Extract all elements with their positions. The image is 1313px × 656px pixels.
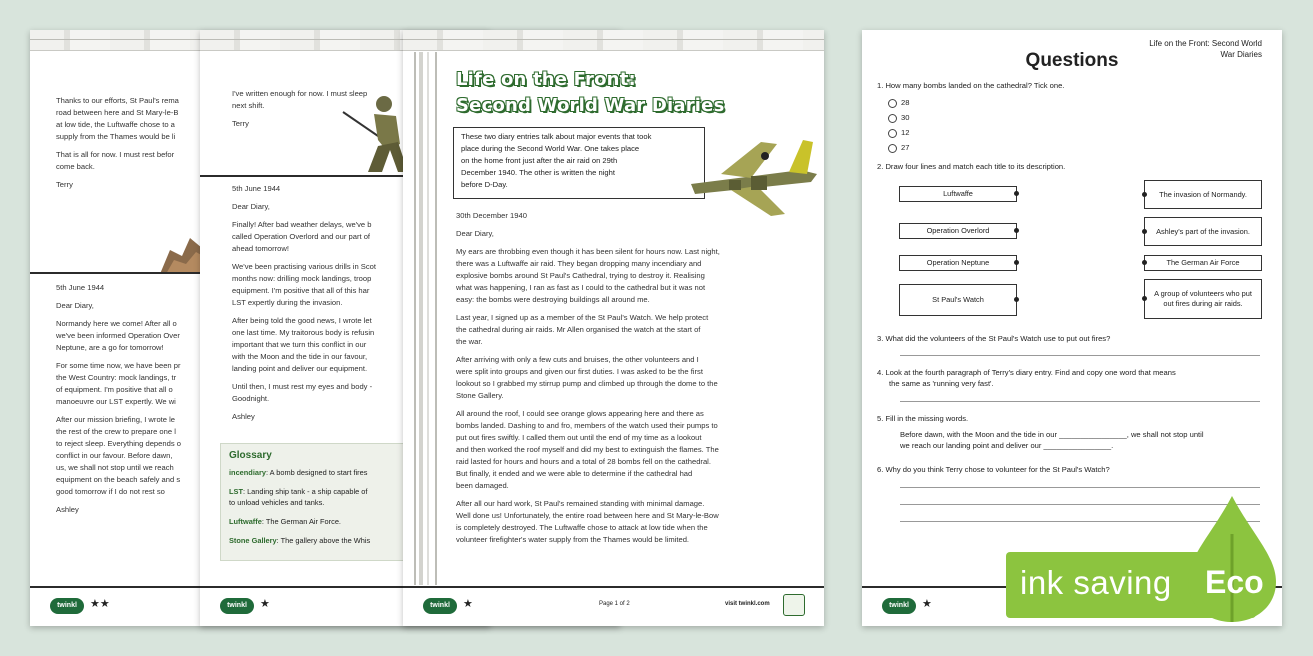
greeting: Dear Diary, (232, 202, 270, 211)
paragraph: For some time now, we have been pr the West Country: mock landings, tr of equipment. I'm positive that all o manoeuvre our LST expertly. We wi (56, 361, 181, 406)
text-line: I've written enough for now. I must sleep (232, 89, 368, 98)
match-right-box[interactable]: A group of volunteers who put out fires during air raids. (1144, 279, 1262, 319)
eco-badge-label: Eco (1205, 564, 1264, 600)
greeting: Dear Diary, (56, 301, 94, 310)
twinkl-logo: twinkl (220, 598, 254, 614)
star-rating-icon: ★ (922, 598, 932, 610)
page3-diary-entry (456, 210, 806, 552)
glossary-item: LST: Landing ship tank - a ship capable of to unload vehicles and tanks. (229, 487, 368, 507)
twinkl-logo: twinkl (882, 598, 916, 614)
signature: Terry (232, 119, 249, 128)
radio-option-28[interactable]: 28 (901, 98, 910, 107)
entry-date: 5th June 1944 (232, 184, 281, 193)
paragraph: We've been practising various drills in Scot months now: drilling mock landings, troop equipment. I'm positive that all of this har LST expertly during the invasion. (232, 262, 376, 307)
entry-date: 30th December 1940 (456, 211, 527, 220)
paragraph: After arriving with only a few cuts and bruises, the other volunteers and I were split into groups and given our first duties. I was asked to be the first lookout so I grabbed my stirrup pump and climbed up through the dome to the Stone Gallery. (456, 355, 718, 400)
question-6: 6. Why do you think Terry chose to volunteer for the St Paul's Watch? (877, 465, 1110, 474)
glossary-title: Glossary (229, 450, 272, 461)
glossary-item: incendiary: A bomb designed to start fires (229, 468, 368, 477)
match-left-box[interactable]: Luftwaffe (899, 186, 1017, 202)
answer-line[interactable] (900, 355, 1260, 356)
paragraph: After all our hard work, St Paul's remained standing with minimal damage. Well done us! Unfortunately, the entire road between here and St Mary-le-Bow is completely destroyed. The Luftwaffe chose to attack at low tide when the volunteer firefighter's water supply from the Thames would be limited. (456, 499, 719, 544)
match-left-box[interactable]: Operation Neptune (899, 255, 1017, 271)
text-line: next shift. (232, 101, 265, 110)
match-left-box[interactable]: St Paul's Watch (899, 284, 1017, 316)
signature: Terry (56, 180, 73, 189)
text-line: at low tide, the Luftwaffe chose to a (56, 120, 175, 129)
radio-option-30[interactable]: 30 (901, 113, 910, 122)
page-header: Life on the Front: Second World War Diaries (1149, 39, 1262, 59)
worksheet-title: Life on the Front: Second World War Diaries (456, 69, 725, 116)
radio-option-27[interactable]: 27 (901, 143, 910, 152)
text-line: That is all for now. I must rest befor (56, 150, 175, 159)
match-dot[interactable] (1142, 260, 1147, 265)
match-left-box[interactable]: Operation Overlord (899, 223, 1017, 239)
page-footer (403, 586, 824, 626)
paragraph: Until then, I must rest my eyes and body - Goodnight. (232, 382, 373, 403)
soldier-illustration (338, 80, 408, 175)
paragraph: Last year, I signed up as a member of the St Paul's Watch. We help protect the cathedral during air raids. Mr Allen organised the watch at the start of the war. (456, 313, 709, 346)
glossary-item: Luftwaffe: The German Air Force. (229, 517, 341, 526)
match-right-box[interactable]: The German Air Force (1144, 255, 1262, 271)
question-2: 2. Draw four lines and match each title to its description. (877, 162, 1066, 171)
eco-badge-text: ink saving (1020, 564, 1172, 601)
signature: Ashley (232, 412, 255, 421)
quality-badge-icon (783, 594, 805, 616)
question-5-sentence[interactable]: Before dawn, with the Moon and the tide in our ________________, we shall not stop until we reach our landing point and deliver our ________________. (900, 430, 1204, 450)
match-right-box[interactable]: Ashley's part of the invasion. (1144, 217, 1262, 246)
text-line: road between here and St Mary-le-B (56, 108, 179, 117)
answer-line[interactable] (900, 487, 1260, 488)
match-dot[interactable] (1014, 191, 1019, 196)
star-rating-icon: ★ (463, 598, 473, 610)
paragraph: After being told the good news, I wrote let one last time. My traitorous body is refusin important that we turn this conflict in our with the Moon and the tide in our favour, landing point and deliver our equipment. (232, 316, 375, 373)
text-line: Thanks to our efforts, St Paul's rema (56, 96, 179, 105)
match-dot[interactable] (1014, 228, 1019, 233)
intro-box: These two diary entries talk about major events that took place during the Second World War. One takes place on the home front just after the air raid on 29th December 1940. The other is written the night before D-Day. (453, 127, 705, 199)
match-dot[interactable] (1014, 297, 1019, 302)
question-4: 4. Look at the fourth paragraph of Terry's diary entry. Find and copy one word that means the same as 'running very fast'. (877, 368, 1176, 388)
twinkl-logo: twinkl (50, 598, 84, 614)
page-number: Page 1 of 2 (599, 601, 630, 607)
entry-date: 5th June 1944 (56, 283, 105, 292)
paragraph: Normandy here we come! After all o we've been informed Operation Over Neptune, are a go for tomorrow! (56, 319, 180, 352)
question-1: 1. How many bombs landed on the cathedral? Tick one. (877, 81, 1065, 90)
paragraph: After our mission briefing, I wrote le the rest of the crew to prepare one l to reject sleep. Everything depends o conflict in our favour. Before dawn, us, we shall not stop until we reach equipment on the beach safely and s good tomorrow if I do not rest so (56, 415, 181, 496)
footer-url[interactable]: visit twinkl.com (725, 601, 770, 607)
match-dot[interactable] (1142, 192, 1147, 197)
question-3: 3. What did the volunteers of the St Paul's Watch use to put out fires? (877, 334, 1111, 343)
paragraph: Finally! After bad weather delays, we've b called Operation Overlord and our part of ahead tomorrow! (232, 220, 372, 253)
paragraph: My ears are throbbing even though it has been silent for hours now. Last night, there was a Luftwaffe air raid. They began dropping many incendiary and explosive bombs around St Paul's Cathedral, trying to destroy it. Realising what was happening, I ran as fast as I could to the cathedral but it was not easy: the bombs were destroying buildings all around me. (456, 247, 720, 304)
star-rating-icon: ★★ (90, 598, 110, 610)
match-dot[interactable] (1142, 296, 1147, 301)
greeting: Dear Diary, (456, 229, 494, 238)
signature: Ashley (56, 505, 79, 514)
twinkl-logo: twinkl (423, 598, 457, 614)
question-5: 5. Fill in the missing words. (877, 414, 969, 423)
worksheet-page-3 (403, 30, 824, 626)
glossary-item: Stone Gallery: The gallery above the Whis (229, 536, 371, 545)
text-line: supply from the Thames would be li (56, 132, 176, 141)
radio-option-12[interactable]: 12 (901, 128, 910, 137)
match-right-box[interactable]: The invasion of Normandy. (1144, 180, 1262, 209)
leaf-icon (1182, 494, 1282, 624)
aircraft-illustration (681, 134, 823, 220)
star-rating-icon: ★ (260, 598, 270, 610)
answer-line[interactable] (900, 401, 1260, 402)
text-line: come back. (56, 162, 95, 171)
page2-diary-entry (232, 183, 402, 429)
page-title: Questions (1025, 50, 1119, 71)
paragraph: All around the roof, I could see orange glows appearing here and there as bombs landed. Dashing to and fro, members of the watch used their pumps to put out fires swiftly. I called them out until the end of my time as a lookout and then worked the roof myself and did my best to extinguish the flames. The raid lasted for hours and hours and a total of 28 bombs fell on the cathedral. But finally, it ended and we were able to determine if the cathedral had been damaged. (456, 409, 719, 490)
match-dot[interactable] (1014, 260, 1019, 265)
match-dot[interactable] (1142, 229, 1147, 234)
